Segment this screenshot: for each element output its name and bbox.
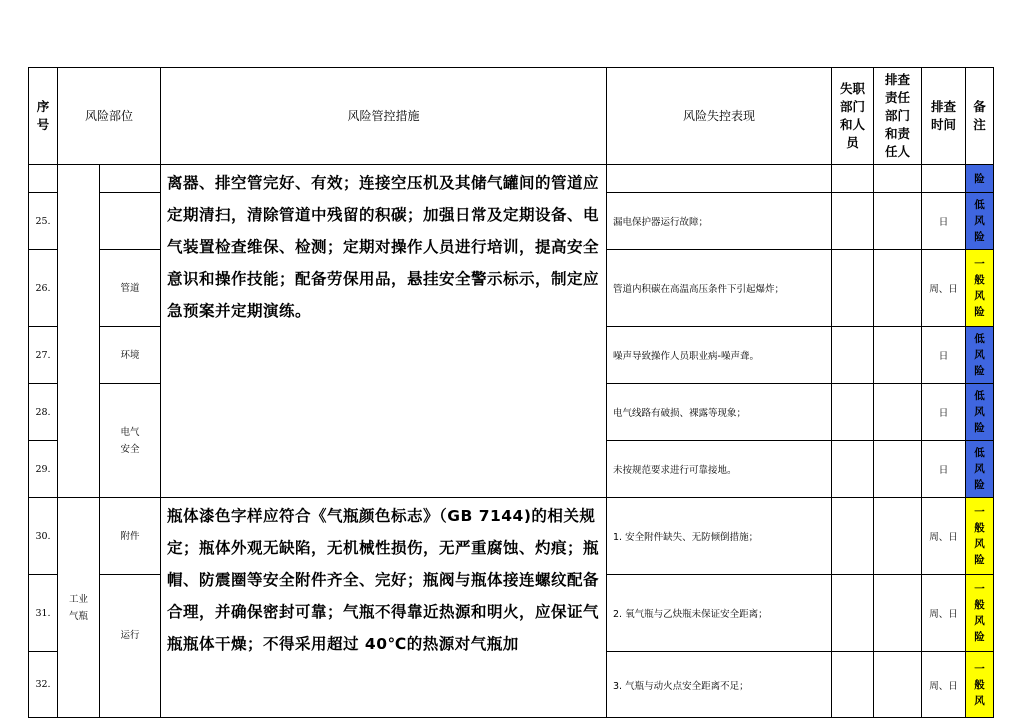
check-dept-cell [874, 327, 922, 384]
dept-cell [832, 498, 874, 575]
part-cell: 电气 安全 [100, 384, 161, 498]
seq-cell: 28. [29, 384, 58, 441]
part-cell: 运行 [100, 575, 161, 718]
risk-level-cell: 低 风 险 [966, 193, 994, 250]
failure-cell: 未按规范要求进行可靠接地。 [607, 441, 832, 498]
category-cell: 工业 气瓶 [58, 498, 100, 718]
header-measures: 风险管控措施 [161, 68, 607, 165]
risk-level-cell: 低 风 险 [966, 327, 994, 384]
check-dept-cell [874, 193, 922, 250]
header-failure: 风险失控表现 [607, 68, 832, 165]
time-cell: 日 [922, 384, 966, 441]
header-seq: 序 号 [29, 68, 58, 165]
seq-cell: 30. [29, 498, 58, 575]
risk-level-cell: 一 般 风 险 [966, 250, 994, 327]
part-cell: 管道 [100, 250, 161, 327]
time-cell: 周、日 [922, 575, 966, 652]
time-cell: 日 [922, 441, 966, 498]
risk-level-cell: 一 般 风 险 [966, 575, 994, 652]
header-part: 风险部位 [58, 68, 161, 165]
failure-cell [607, 165, 832, 193]
check-dept-cell [874, 498, 922, 575]
table-row [29, 165, 994, 193]
failure-cell: 管道内积碳在高温高压条件下引起爆炸； [607, 250, 832, 327]
failure-cell: 漏电保护器运行故障； [607, 193, 832, 250]
seq-cell: 32. [29, 652, 58, 718]
risk-level-cell: 低 风 险 [966, 384, 994, 441]
measures-cell: 瓶体漆色字样应符合《气瓶颜色标志》（GB 7144)的相关规定；瓶体外观无缺陷，无机械性损伤，无严重腐蚀、灼痕；瓶帽、防震圈等安全附件齐全、完好；瓶阀与瓶体接连螺纹配备合理，并确保密封可靠；气瓶不得靠近热源和明火，应保证气瓶瓶体干燥；不得采用超过 40℃的热源对气瓶加 [161, 498, 607, 718]
dept-cell [832, 250, 874, 327]
part-cell [100, 165, 161, 193]
dept-cell [832, 652, 874, 718]
seq-cell [29, 165, 58, 193]
seq-cell: 26. [29, 250, 58, 327]
time-cell: 周、日 [922, 250, 966, 327]
header-row [29, 68, 994, 165]
dept-cell [832, 165, 874, 193]
measures-cell: 离器、排空管完好、有效；连接空压机及其储气罐间的管道应定期清扫，清除管道中残留的积碳；加强日常及定期设备、电气装置检查维保、检测；定期对操作人员进行培训，提高安全意识和操作技能；配备劳保用品，悬挂安全警示标示，制定应急预案并定期演练。 [161, 165, 607, 498]
failure-cell: 电气线路有破损、裸露等现象； [607, 384, 832, 441]
check-dept-cell [874, 250, 922, 327]
part-cell: 附件 [100, 498, 161, 575]
seq-cell: 29. [29, 441, 58, 498]
check-dept-cell [874, 165, 922, 193]
category-cell [58, 165, 100, 498]
seq-cell: 27. [29, 327, 58, 384]
header-dept: 失职 部门 和人 员 [832, 68, 874, 165]
dept-cell [832, 575, 874, 652]
table-row [29, 498, 994, 575]
risk-control-table-wrapper [28, 67, 994, 718]
seq-cell: 31. [29, 575, 58, 652]
seq-cell: 25. [29, 193, 58, 250]
check-dept-cell [874, 384, 922, 441]
time-cell: 日 [922, 327, 966, 384]
failure-cell: 1. 安全附件缺失、无防倾倒措施； [607, 498, 832, 575]
time-cell: 日 [922, 193, 966, 250]
check-dept-cell [874, 441, 922, 498]
header-remark: 备 注 [966, 68, 994, 165]
failure-cell: 3. 气瓶与动火点安全距离不足； [607, 652, 832, 718]
risk-level-cell: 低 风 险 [966, 441, 994, 498]
dept-cell [832, 384, 874, 441]
check-dept-cell [874, 575, 922, 652]
failure-cell: 噪声导致操作人员职业病-噪声聋。 [607, 327, 832, 384]
dept-cell [832, 193, 874, 250]
failure-cell: 2. 氧气瓶与乙炔瓶未保证安全距离； [607, 575, 832, 652]
time-cell [922, 165, 966, 193]
part-cell: 环境 [100, 327, 161, 384]
dept-cell [832, 327, 874, 384]
risk-level-cell: 一 般 风 险 [966, 498, 994, 575]
risk-level-cell: 险 [966, 165, 994, 193]
header-check-dept: 排查 责任 部门 和责 任人 [874, 68, 922, 165]
part-cell [100, 193, 161, 250]
time-cell: 周、日 [922, 652, 966, 718]
dept-cell [832, 441, 874, 498]
time-cell: 周、日 [922, 498, 966, 575]
header-check-time: 排查 时间 [922, 68, 966, 165]
risk-level-cell: 一 般 风 [966, 652, 994, 718]
risk-control-table [28, 67, 994, 718]
check-dept-cell [874, 652, 922, 718]
